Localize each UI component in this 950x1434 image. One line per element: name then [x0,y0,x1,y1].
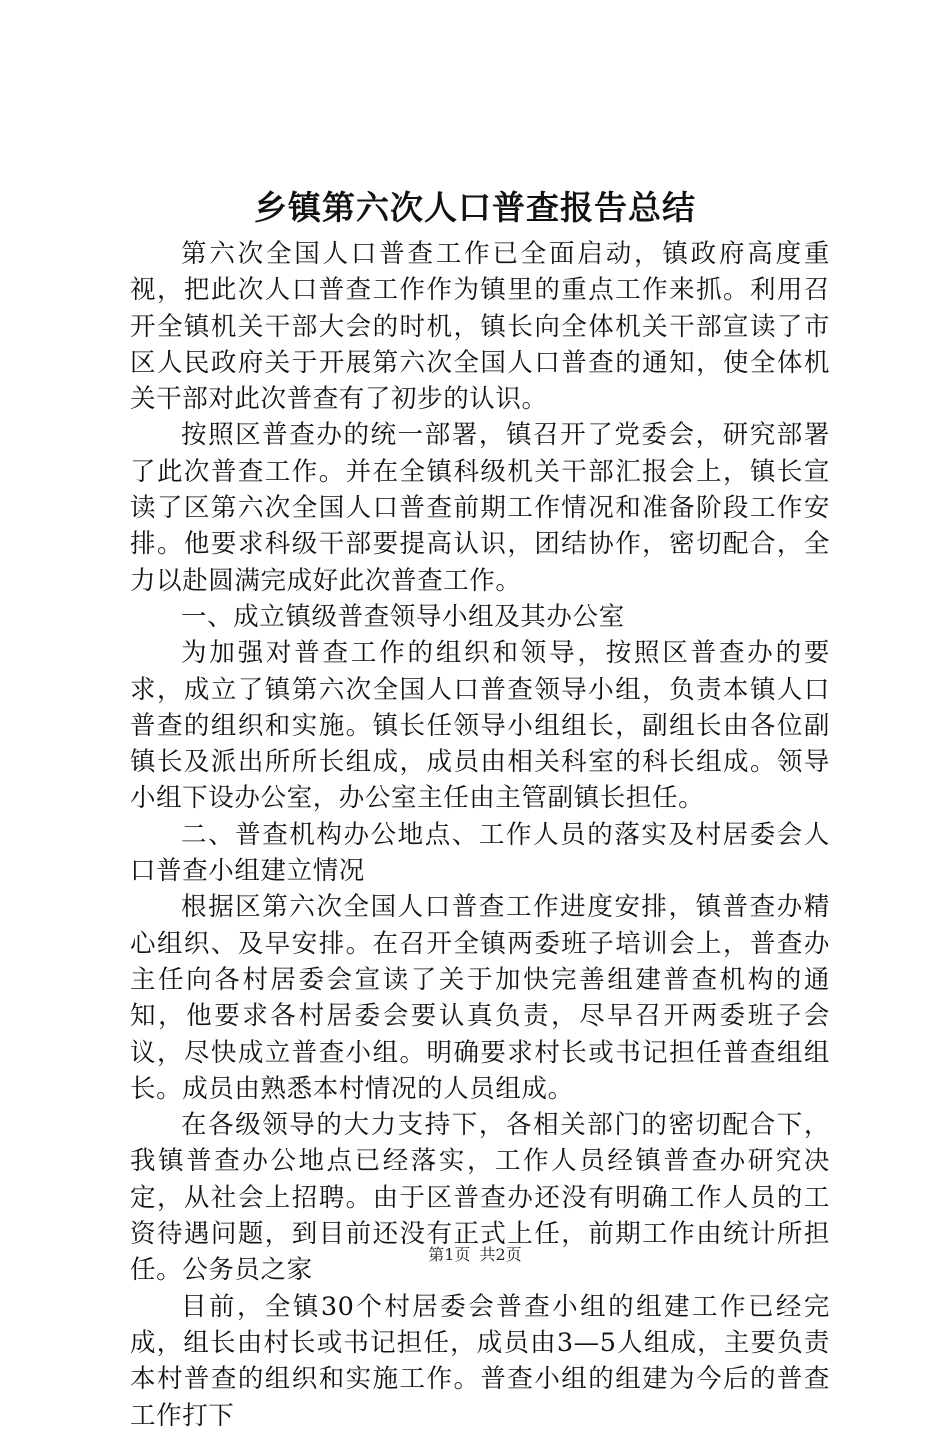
paragraph: 为加强对普查工作的组织和领导，按照区普查办的要求，成立了镇第六次全国人口普查领导小组，负责本镇人口普查的组织和实施。镇长任领导小组组长，副组长由各位副镇长及派出所所长组成，成员由相关科室的科长组成。领导小组下设办公室，办公室主任由主管副镇长担任。 [130,638,830,814]
section-heading: 一、成立镇级普查领导小组及其办公室 [181,601,625,632]
document-title: 乡镇第六次人口普查报告总结 [254,188,696,227]
section-heading: 二、普查机构办公地点、工作人员的落实及村居委会人口普查小组建立情况 [130,819,830,887]
paragraph: 在各级领导的大力支持下，各相关部门的密切配合下，我镇普查办公地点已经落实，工作人员经镇普查办研究决定，从社会上招聘。由于区普查办还没有明确工作人员的工资待遇问题，到目前还没有正式上任，前期工作由统计所担任。公务员之家 [130,1110,830,1286]
page-total: 共2页 [479,1245,522,1264]
paragraph: 目前，全镇30个村居委会普查小组的组建工作已经完成，组长由村长或书记担任，成员由3—5人组成，主要负责本村普查的组织和实施工作。普查小组的组建为今后的普查工作打下 [130,1291,830,1431]
paragraph: 根据区第六次全国人口普查工作进度安排，镇普查办精心组织、及早安排。在召开全镇两委班子培训会上，普查办主任向各村居委会宣读了关于加快完善组建普查机构的通知，他要求各村居委会要认真负责，尽早召开两委班子会议，尽快成立普查小组。明确要求村长或书记担任普查组组长。成员由熟悉本村情况的人员组成。 [130,892,830,1104]
paragraph: 第六次全国人口普查工作已全面启动，镇政府高度重视，把此次人口普查工作作为镇里的重点工作来抓。利用召开全镇机关干部大会的时机，镇长向全体机关干部宣读了市区人民政府关于开展第六次全国人口普查的通知，使全体机关干部对此次普查有了初步的认识。 [130,239,830,415]
paragraph: 按照区普查办的统一部署，镇召开了党委会，研究部署了此次普查工作。并在全镇科级机关干部汇报会上，镇长宣读了区第六次全国人口普查前期工作情况和准备阶段工作安排。他要求科级干部要提高认识，团结协作，密切配合，全力以赴圆满完成好此次普查工作。 [130,420,830,596]
page-number: 第1页 [428,1245,471,1264]
page-footer [0,1244,950,1266]
